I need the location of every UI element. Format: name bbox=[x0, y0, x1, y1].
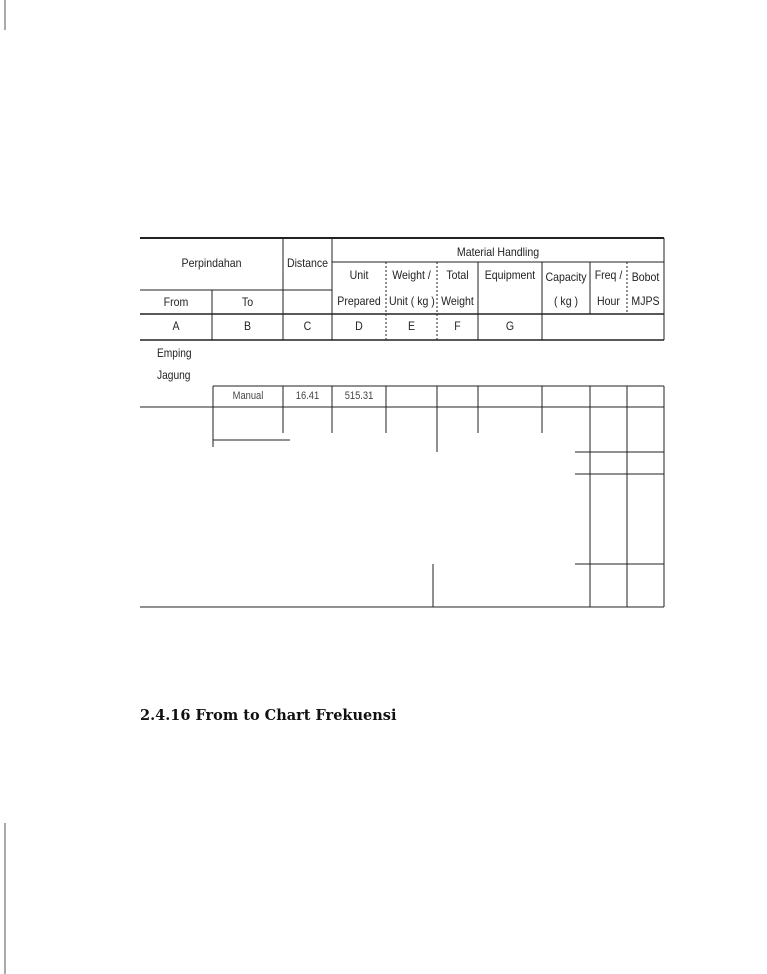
header-freq: Freq / bbox=[594, 268, 623, 282]
header-weight: Weight bbox=[441, 294, 474, 308]
header-from: From bbox=[163, 295, 189, 309]
header-to: To bbox=[241, 295, 254, 309]
header-prepared: Prepared bbox=[337, 294, 381, 308]
header-total: Total bbox=[446, 268, 469, 282]
column-letter: E bbox=[407, 319, 416, 333]
section-heading: 2.4.16 From to Chart Frekuensi bbox=[140, 707, 397, 724]
cell-equipment: Manual bbox=[232, 390, 264, 402]
header-kg: ( kg ) bbox=[553, 294, 579, 308]
column-letter: F bbox=[454, 319, 461, 333]
cell-unit-prepared: 515.31 bbox=[344, 390, 374, 402]
header-equipment: Equipment bbox=[484, 268, 536, 282]
header-distance: Distance bbox=[286, 256, 329, 270]
side-label-emping: Emping bbox=[157, 346, 192, 360]
column-letter: B bbox=[243, 319, 252, 333]
header-capacity: Capacity bbox=[545, 270, 587, 284]
cell-distance: 16.41 bbox=[295, 390, 320, 402]
header-bobot: Bobot bbox=[631, 270, 660, 284]
header-mjps: MJPS bbox=[631, 294, 660, 308]
side-label-jagung: Jagung bbox=[157, 368, 191, 382]
header-material-handling: Material Handling bbox=[456, 245, 540, 259]
header-unit: Unit bbox=[349, 268, 369, 282]
header-unit-kg: Unit ( kg ) bbox=[389, 294, 435, 308]
header-hour: Hour bbox=[597, 294, 620, 308]
column-letter: G bbox=[505, 319, 515, 333]
header-weight-unit: Weight / bbox=[392, 268, 431, 282]
column-letter: A bbox=[172, 319, 180, 333]
header-perpindahan: Perpindahan bbox=[181, 256, 242, 270]
column-letter: C bbox=[303, 319, 312, 333]
column-letter: D bbox=[355, 319, 363, 333]
